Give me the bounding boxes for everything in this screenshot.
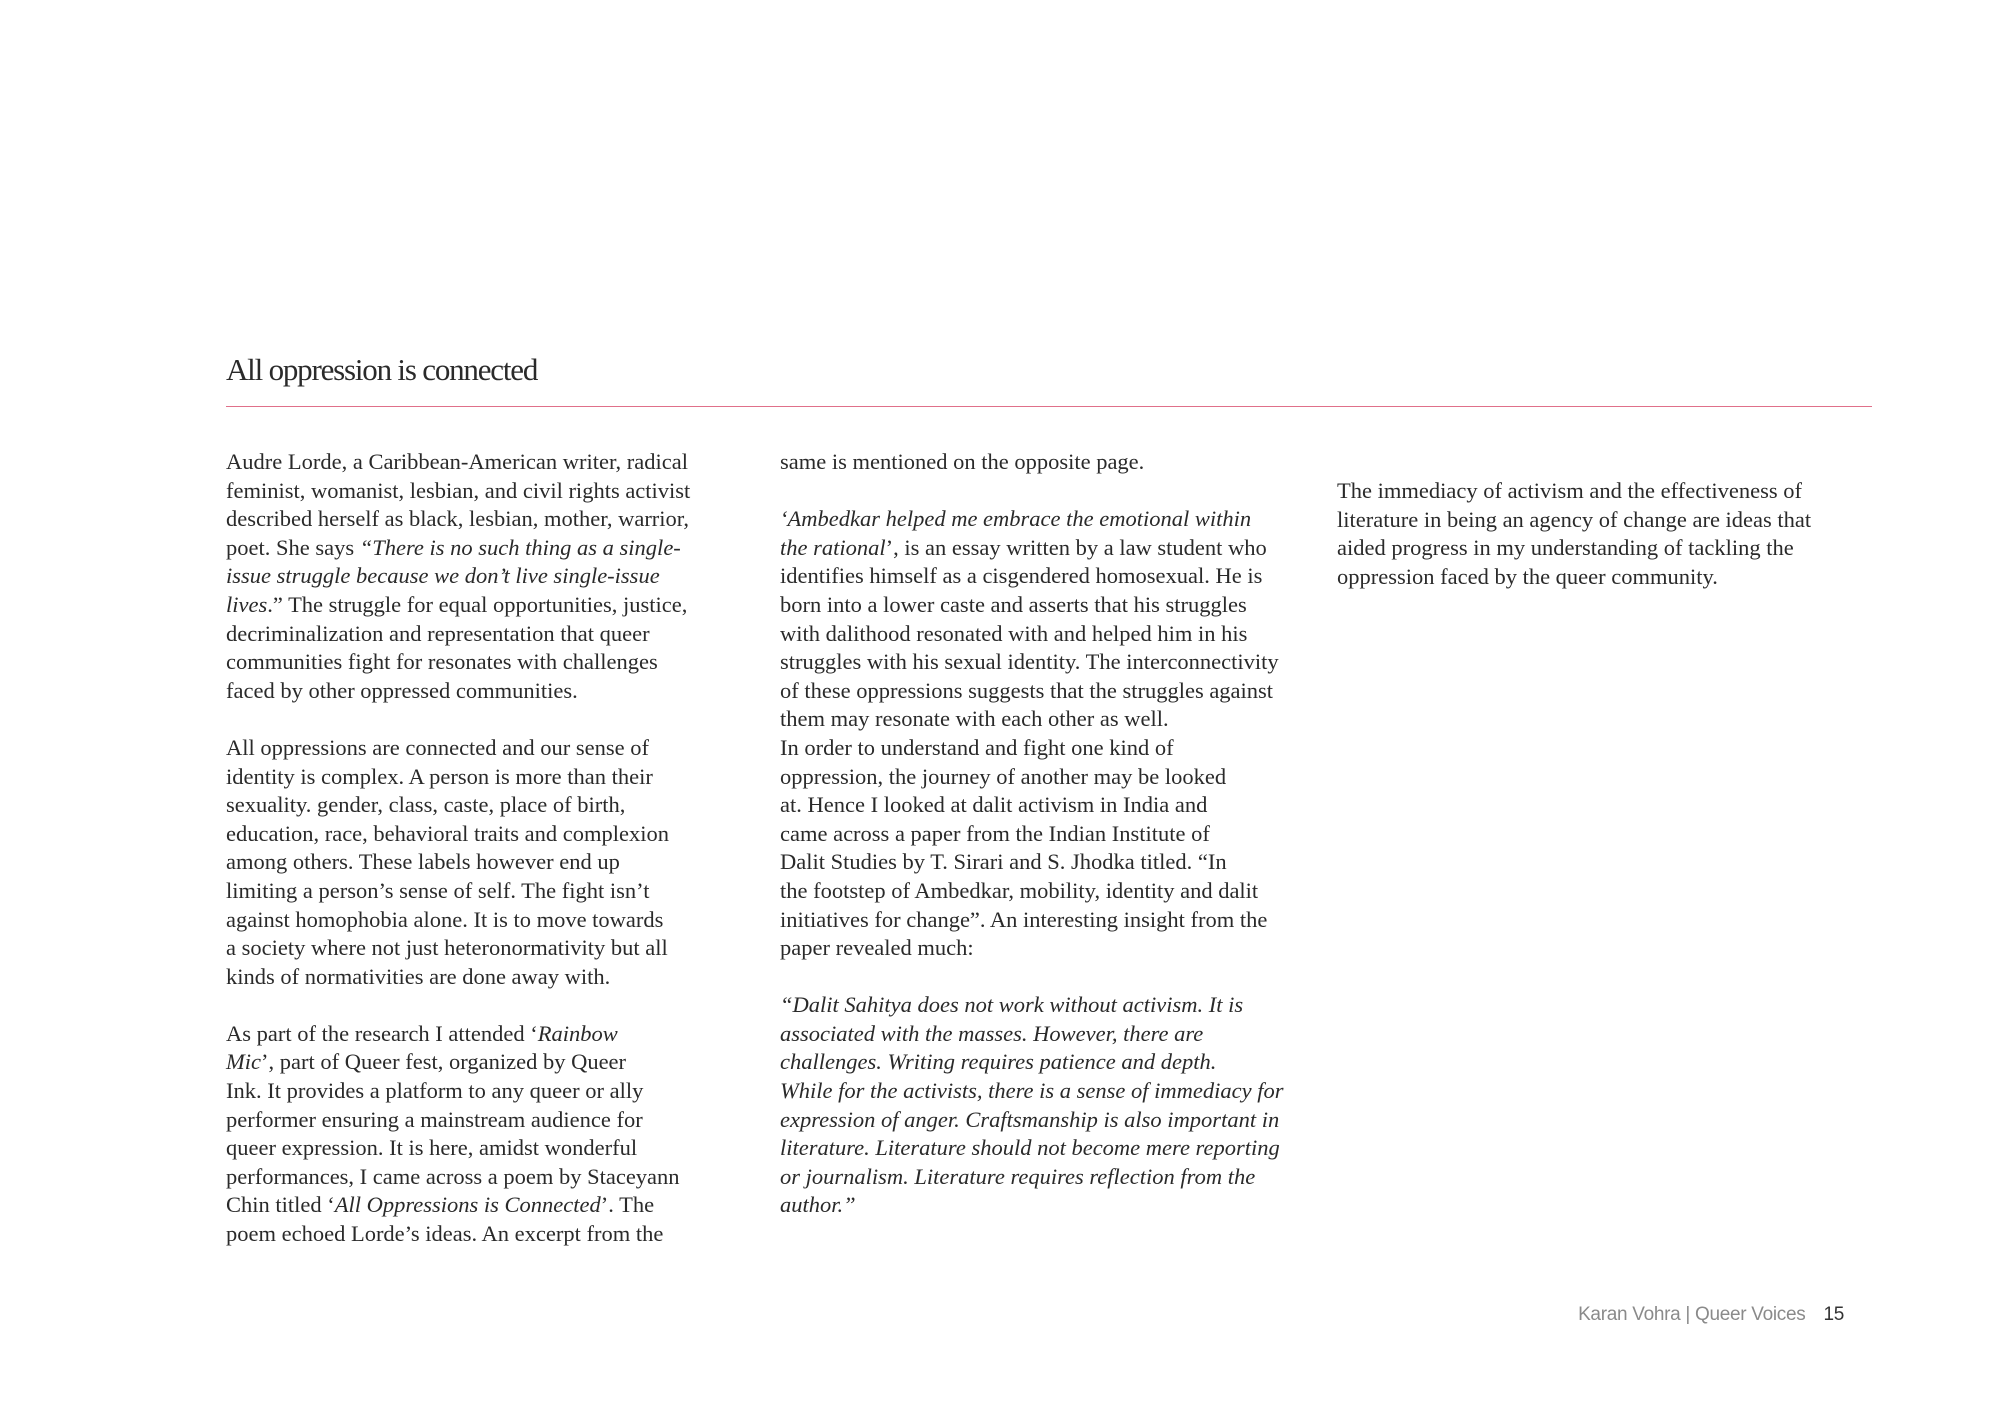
quote-text: “Dalit Sahitya does not work without activism. It is associated with the masses. However, there are challenges. Writing requires patience and depth. While for the activists, there is a sense of immediacy for expression of anger. Craftsmanship is also important in literature. Literature should not become mere reporting or journalism. Literature requires reflection from the author.”: [780, 992, 1284, 1218]
lorde-quote: “There is no such thing as a single- issue struggle because we don’t live single-issue lives: [226, 534, 681, 617]
paragraph-continuation: same is mentioned on the opposite page.: [780, 449, 1145, 474]
poem-title: All Oppressions is Connected: [334, 1192, 601, 1218]
paragraph-oppressions-connected: All oppressions are connected and our sense of identity is complex. A person is more than their sexuality. gender, class, caste, place of birth, education, race, behavioral traits and complexion among others. These labels however end up limiting a person’s sense of self. The fight isn’t against homophobia alone. It is to move towards a society where not just heteronormativity but all kinds of normativities are done away with.: [226, 734, 669, 989]
paragraph-rainbow-mic: [226, 1020, 756, 1249]
text-column-3: [1337, 477, 1877, 591]
footer-credit: Karan Vohra | Queer Voices: [1578, 1304, 1806, 1325]
paragraph-ambedkar-essay: [780, 505, 1320, 963]
paragraph-audre-lorde: [226, 448, 756, 705]
page-number: 15: [1823, 1304, 1844, 1325]
title-divider: [226, 406, 1872, 407]
dalit-sahitya-quote: [780, 991, 1320, 1220]
essay-title: ‘Ambedkar helped me embrace the emotional within the rational: [780, 506, 1252, 560]
page-footer: [1578, 1304, 1844, 1326]
text-column-2: [780, 448, 1320, 1220]
paragraph-immediacy: The immediacy of activism and the effectiveness of literature in being an agency of change are ideas that aided progress in my understanding of tackling the oppression faced by the queer community.: [1337, 478, 1812, 589]
paragraph-text: ’, is an essay written by a law student who identifies himself as a cisgendered homosexual. He is born into a lower caste and asserts that his struggles with dalithood resonated with and helped him in his struggles with his sexual identity. The interconnectivity of these oppressions suggests that the struggles against them may resonate with each other as well. In order to understand and fight one kind of oppression, the journey of another may be looked at. Hence I looked at dalit activism in India and came across a paper from the Indian Institute of Dalit Studies by T. Sirari and S. Jhodka titled. “In the footstep of Ambedkar, mobility, identity and dalit initiatives for change”. An interesting insight from the paper revealed much:: [780, 534, 1279, 961]
event-title: Rainbow Mic: [226, 1020, 618, 1075]
paragraph-text: Audre Lorde, a Caribbean-American writer, radical feminist, womanist, lesbian, and civil rights activist described herself as black, lesbian, mother, warrior, poet. She says: [226, 449, 691, 560]
page-title: All oppression is connected: [226, 352, 538, 387]
text-column-1: [226, 448, 756, 1249]
paragraph-text: .” The struggle for equal opportunities, justice, decriminalization and representation that queer communities fight for resonates with challenges faced by other oppressed communities.: [226, 591, 688, 703]
paragraph-text: ’, part of Queer fest, organized by Queer Ink. It provides a platform to any queer or ally performer ensuring a mainstream audience for queer expression. It is here, amidst wonderful performances, I came across a poem by Staceyann Chin titled ‘: [226, 1049, 680, 1218]
paragraph-text: As part of the research I attended ‘: [226, 1020, 538, 1046]
paragraph-text: ’. The poem echoed Lorde’s ideas. An excerpt from the: [226, 1192, 664, 1247]
